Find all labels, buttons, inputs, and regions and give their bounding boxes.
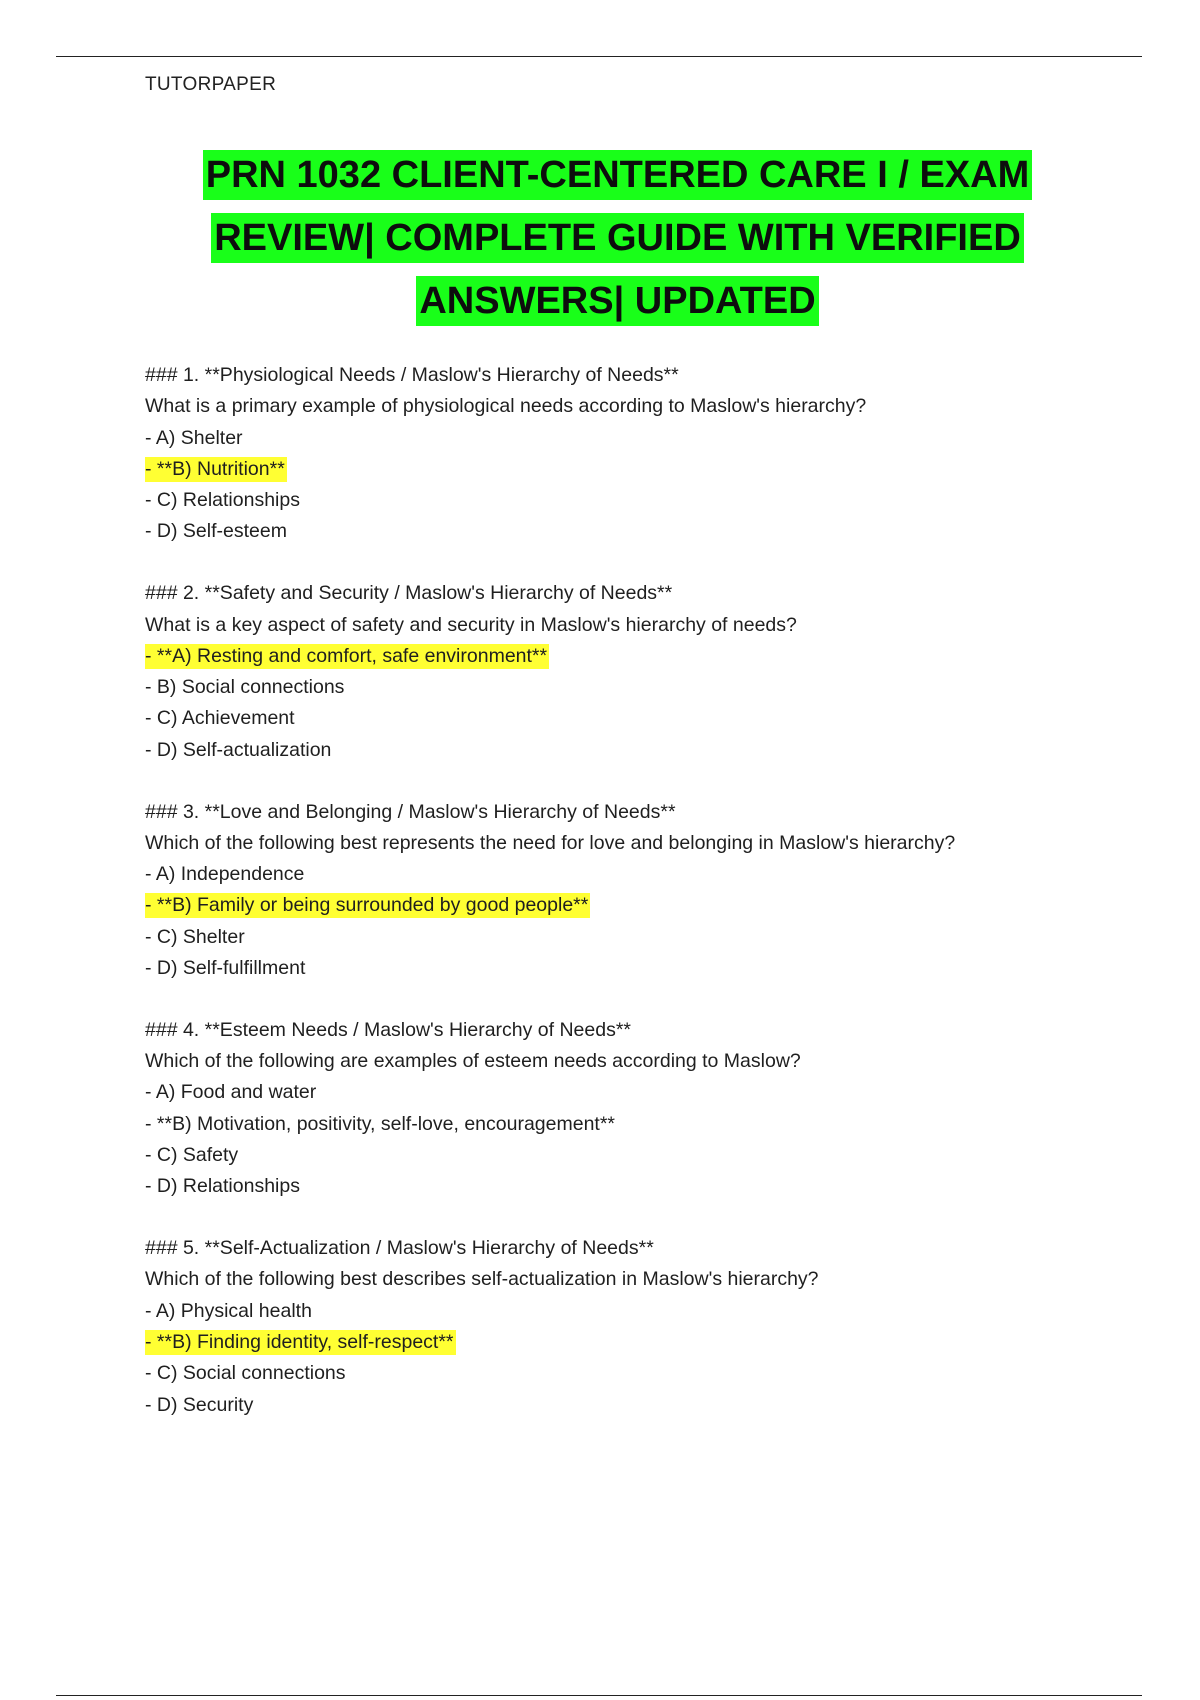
option-text: - A) Food and water <box>145 1081 317 1104</box>
question-block <box>145 578 1105 766</box>
option-text: - C) Achievement <box>145 707 295 730</box>
question-heading: ### 5. **Self-Actualization / Maslow's Hierarchy of Needs** <box>145 1237 654 1260</box>
title-line: ANSWERS| UPDATED <box>416 276 818 326</box>
answer-option <box>145 454 1105 485</box>
option-text: - C) Social connections <box>145 1362 346 1385</box>
answer-option <box>145 641 1105 672</box>
option-text: - C) Relationships <box>145 489 300 512</box>
option-text: - D) Self-esteem <box>145 520 287 543</box>
question-prompt: Which of the following best describes self-actualization in Maslow's hierarchy? <box>145 1268 819 1291</box>
question-heading: ### 1. **Physiological Needs / Maslow's Hierarchy of Needs** <box>145 364 679 386</box>
answer-option <box>145 890 1105 921</box>
option-text: - A) Independence <box>145 863 305 886</box>
option-text: - **B) Nutrition** <box>145 457 285 480</box>
title-line: REVIEW| COMPLETE GUIDE WITH VERIFIED <box>211 213 1024 263</box>
question-prompt: What is a key aspect of safety and security in Maslow's hierarchy of needs? <box>145 613 797 636</box>
option-text: - C) Shelter <box>145 925 245 948</box>
document-title <box>130 144 1105 333</box>
answer-option <box>145 423 1105 454</box>
answer-option <box>145 1140 1105 1171</box>
option-text: - C) Safety <box>145 1144 239 1167</box>
option-text: - D) Relationships <box>145 1175 300 1198</box>
answer-option <box>145 1390 1105 1421</box>
answer-option <box>145 485 1105 516</box>
question-block <box>145 1015 1105 1203</box>
page-header: TUTORPAPER <box>145 74 277 95</box>
answer-option <box>145 1171 1105 1202</box>
answer-option <box>145 672 1105 703</box>
option-text: - D) Self-actualization <box>145 738 332 761</box>
answer-option <box>145 859 1105 890</box>
header-rule <box>56 56 1142 57</box>
option-text: - **A) Resting and comfort, safe environment** <box>145 644 548 667</box>
answer-option <box>145 1077 1105 1108</box>
question-heading: ### 4. **Esteem Needs / Maslow's Hierarchy of Needs** <box>145 1018 632 1041</box>
title-line: PRN 1032 CLIENT-CENTERED CARE I / EXAM <box>203 150 1032 200</box>
question-block <box>145 360 1105 548</box>
answer-option <box>145 1358 1105 1389</box>
option-text: - **B) Motivation, positivity, self-love, encouragement** <box>145 1112 616 1135</box>
question-heading: ### 3. **Love and Belonging / Maslow's Hierarchy of Needs** <box>145 800 676 823</box>
question-prompt: Which of the following best represents the need for love and belonging in Maslow's hierarchy? <box>145 831 956 854</box>
question-prompt: What is a primary example of physiological needs according to Maslow's hierarchy? <box>145 395 867 418</box>
footer-rule <box>56 1695 1142 1696</box>
question-list <box>145 360 1105 1451</box>
option-text: - **B) Finding identity, self-respect** <box>145 1331 454 1354</box>
answer-option <box>145 1296 1105 1327</box>
answer-option <box>145 953 1105 984</box>
question-block <box>145 797 1105 985</box>
answer-option <box>145 1109 1105 1140</box>
option-text: - A) Shelter <box>145 426 243 449</box>
answer-option <box>145 703 1105 734</box>
question-heading: ### 2. **Safety and Security / Maslow's Hierarchy of Needs** <box>145 582 673 605</box>
option-text: - A) Physical health <box>145 1299 312 1322</box>
option-text: - **B) Family or being surrounded by good people** <box>145 894 589 917</box>
option-text: - D) Self-fulfillment <box>145 957 306 980</box>
answer-option <box>145 516 1105 547</box>
answer-option <box>145 735 1105 766</box>
question-prompt: Which of the following are examples of esteem needs according to Maslow? <box>145 1050 801 1073</box>
answer-option <box>145 1327 1105 1358</box>
answer-option <box>145 922 1105 953</box>
option-text: - D) Security <box>145 1393 254 1416</box>
question-block <box>145 1233 1105 1421</box>
option-text: - B) Social connections <box>145 676 345 699</box>
